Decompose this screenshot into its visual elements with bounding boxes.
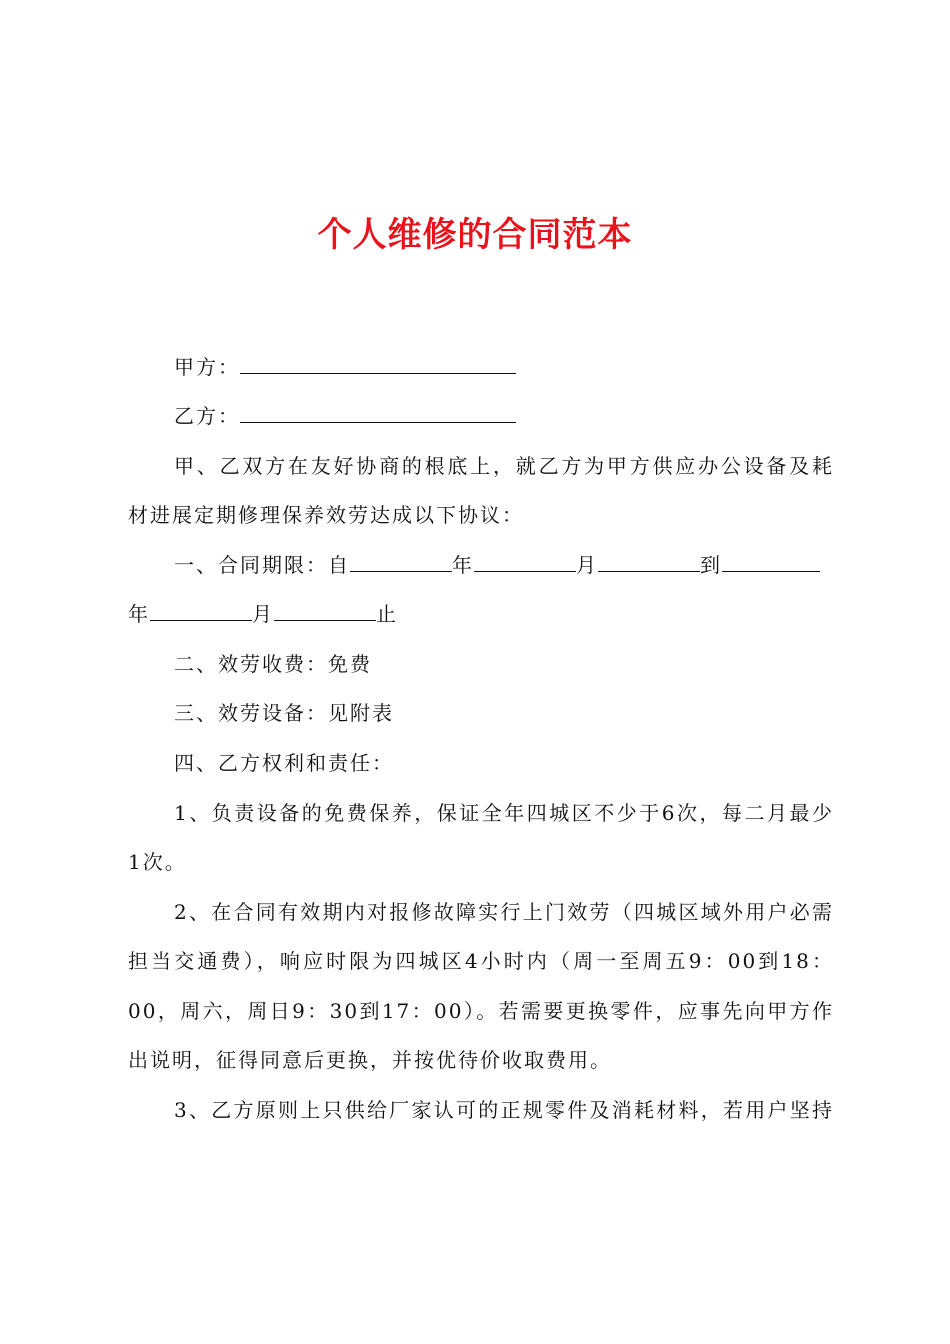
party-a-line	[174, 352, 834, 382]
item2-line-3: 00，周六，周日9：30到17：00）。若需要更换零件，应事先向甲方作	[128, 999, 834, 1023]
party-b-blank	[240, 402, 516, 423]
term-start-day-blank	[598, 551, 700, 572]
term-start-month-blank	[474, 551, 576, 572]
party-b-line	[174, 401, 834, 431]
clause-fee: 二、效劳收费：免费	[174, 652, 372, 676]
term-end-day-blank	[274, 600, 376, 621]
item2-line-2: 担当交通费），响应时限为四城区4小时内（周一至周五9：00到18：	[128, 949, 834, 973]
document-title: 个人维修的合同范本	[317, 215, 633, 255]
party-b-label: 乙方：	[174, 404, 240, 428]
term-end-year-blank	[722, 551, 820, 572]
term-end-month-blank	[150, 600, 252, 621]
term-line-2	[128, 599, 834, 629]
term-year-label: 年	[452, 553, 474, 577]
item1-line-2: 1次。	[128, 850, 187, 874]
item1-line-1: 1、负责设备的免费保养，保证全年四城区不少于6次，每二月最少	[174, 801, 834, 825]
term-month-label: 月	[576, 553, 598, 577]
intro-line-2: 材进展定期修理保养效劳达成以下协议：	[128, 503, 524, 527]
term-to-label: 到	[700, 553, 722, 577]
item2-line-1: 2、在合同有效期内对报修故障实行上门效劳（四城区域外用户必需	[174, 900, 834, 924]
term-lead: 一、合同期限：自	[174, 553, 350, 577]
intro-line-1: 甲、乙双方在友好协商的根底上，就乙方为甲方供应办公设备及耗	[174, 454, 834, 478]
term-end-label: 止	[376, 602, 398, 626]
item3-line-1: 3、乙方原则上只供给厂家认可的正规零件及消耗材料，若用户坚持	[174, 1098, 834, 1122]
party-a-label: 甲方：	[174, 355, 240, 379]
term-month-label-2: 月	[252, 602, 274, 626]
clause-rights: 四、乙方权利和责任：	[174, 751, 394, 775]
item2-line-4: 出说明，征得同意后更换，并按优待价收取费用。	[128, 1048, 612, 1072]
term-year-label-2: 年	[128, 602, 150, 626]
term-start-year-blank	[350, 551, 452, 572]
term-line-1	[174, 550, 834, 580]
party-a-blank	[240, 353, 516, 374]
clause-equipment: 三、效劳设备：见附表	[174, 701, 394, 725]
